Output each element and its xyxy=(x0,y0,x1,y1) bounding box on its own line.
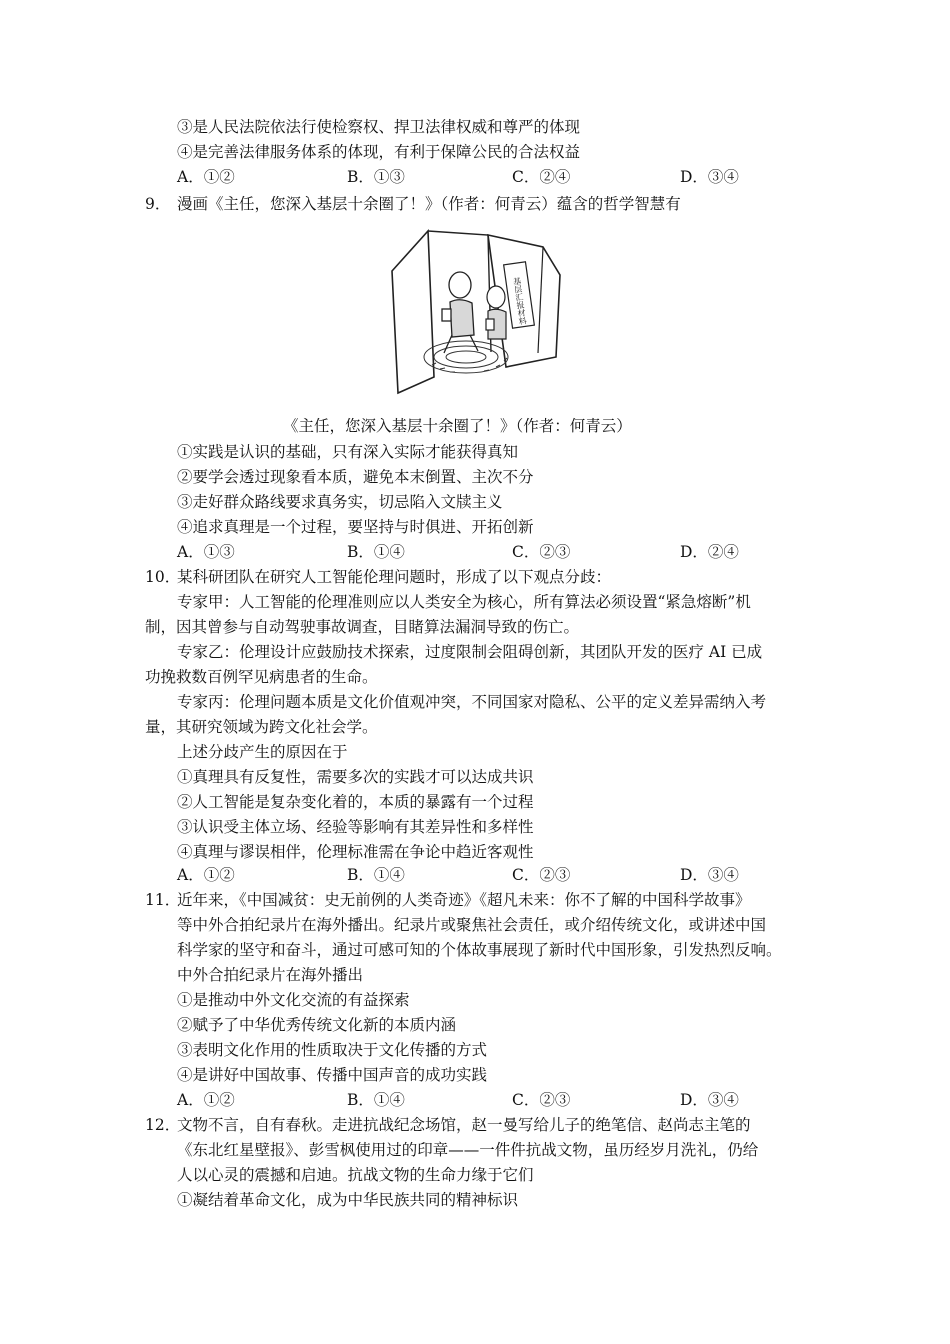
q8-statement-4: ④是完善法律服务体系的体现，有利于保障公民的合法权益 xyxy=(177,143,581,161)
q9-option-d: D．②④ xyxy=(680,543,739,561)
q11-statement-4: ④是讲好中国故事、传播中国声音的成功实践 xyxy=(177,1066,488,1084)
q8-option-c: C．②④ xyxy=(512,168,571,186)
q10-option-a: A．①② xyxy=(177,866,235,884)
q11-line-2: 等中外合拍纪录片在海外播出。纪录片或聚焦社会责任，或介绍传统文化，或讲述中国 xyxy=(177,916,767,934)
q9-stem: 漫画《主任，您深入基层十余圈了！》（作者：何青云）蕴含的哲学智慧有 xyxy=(177,195,681,213)
q11-statement-1: ①是推动中外文化交流的有益探索 xyxy=(177,991,410,1009)
q9-options xyxy=(177,542,777,562)
q11-option-b: B．①④ xyxy=(347,1091,405,1109)
q9-caption: 《主任，您深入基层十余圈了！》（作者：何青云） xyxy=(283,417,632,435)
q9-number: 9． xyxy=(145,195,171,213)
q12-line-1: 文物不言，自有春秋。走进抗战纪念场馆，赵一曼写给儿子的绝笔信、赵尚志主笔的 xyxy=(177,1116,751,1134)
q12-line-2: 《东北红星壁报》、彭雪枫使用过的印章——一件件抗战文物，虽历经岁月洗礼，仍给 xyxy=(177,1141,759,1159)
q8-option-b: B．①③ xyxy=(347,168,405,186)
q10-expert-a-line-1: 专家甲：人工智能的伦理准则应以人类安全为核心，所有算法必须设置“紧急熔断”机 xyxy=(177,593,751,611)
q9-statement-4: ④追求真理是一个过程，要坚持与时俱进、开拓创新 xyxy=(177,518,534,536)
q11-number: 11． xyxy=(145,891,181,909)
q10-expert-b-line-2: 功挽救数百例罕见病患者的生命。 xyxy=(145,668,378,686)
q11-option-a: A．①② xyxy=(177,1091,235,1109)
q9-option-b: B．①④ xyxy=(347,543,405,561)
q8-options xyxy=(177,167,777,187)
q10-expert-a-line-2: 制，因其曾参与自动驾驶事故调查，目睹算法漏洞导致的伤亡。 xyxy=(145,618,580,636)
q10-options xyxy=(177,865,777,885)
q10-statement-4: ④真理与谬误相伴，伦理标准需在争论中趋近客观性 xyxy=(177,843,534,861)
q11-statement-2: ②赋予了中华优秀传统文化新的本质内涵 xyxy=(177,1016,457,1034)
q10-statement-2: ②人工智能是复杂变化着的，本质的暴露有一个过程 xyxy=(177,793,534,811)
q11-line-1: 近年来，《中国减贫：史无前例的人类奇迹》《超凡未来：你不了解的中国科学故事》 xyxy=(177,891,751,909)
cartoon-sign-text: 基层汇报材料 xyxy=(512,276,528,326)
q9-option-c: C．②③ xyxy=(512,543,571,561)
q10-number: 10． xyxy=(145,568,181,586)
q8-option-a: A．①② xyxy=(177,168,235,186)
q11-option-d: D．③④ xyxy=(680,1091,739,1109)
q12-statement-1: ①凝结着革命文化，成为中华民族共同的精神标识 xyxy=(177,1191,519,1209)
q10-stem: 某科研团队在研究人工智能伦理问题时，形成了以下观点分歧： xyxy=(177,568,612,586)
q10-ask: 上述分歧产生的原因在于 xyxy=(177,743,348,761)
q11-statement-3: ③表明文化作用的性质取决于文化传播的方式 xyxy=(177,1041,488,1059)
q10-option-c: C．②③ xyxy=(512,866,571,884)
q9-option-a: A．①③ xyxy=(177,543,235,561)
q10-statement-1: ①真理具有反复性，需要多次的实践才可以达成共识 xyxy=(177,768,534,786)
q12-line-3: 人以心灵的震撼和启迪。抗战文物的生命力缘于它们 xyxy=(177,1166,534,1184)
q11-options xyxy=(177,1090,777,1110)
q11-line-4: 中外合拍纪录片在海外播出 xyxy=(177,966,364,984)
q8-statement-3: ③是人民法院依法行使检察权、捍卫法律权威和尊严的体现 xyxy=(177,118,581,136)
q9-statement-3: ③走好群众路线要求真务实，切忌陷入文牍主义 xyxy=(177,493,503,511)
q9-statement-1: ①实践是认识的基础，只有深入实际才能获得真知 xyxy=(177,443,519,461)
q10-option-d: D．③④ xyxy=(680,866,739,884)
q12-number: 12． xyxy=(145,1116,181,1134)
q10-option-b: B．①④ xyxy=(347,866,405,884)
q10-expert-c-line-2: 量，其研究领域为跨文化社会学。 xyxy=(145,718,378,736)
q9-statement-2: ②要学会透过现象看本质，避免本末倒置、主次不分 xyxy=(177,468,534,486)
q11-line-3: 科学家的坚守和奋斗，通过可感可知的个体故事展现了新时代中国形象，引发热烈反响。 xyxy=(177,941,782,959)
cartoon-image xyxy=(388,227,566,395)
q8-option-d: D．③④ xyxy=(680,168,739,186)
q10-expert-b-line-1: 专家乙：伦理设计应鼓励技术探索，过度限制会阻碍创新，其团队开发的医疗 AI 已成 xyxy=(177,643,763,661)
q10-statement-3: ③认识受主体立场、经验等影响有其差异性和多样性 xyxy=(177,818,534,836)
q10-expert-c-line-1: 专家丙：伦理问题本质是文化价值观冲突，不同国家对隐私、公平的定义差异需纳入考 xyxy=(177,693,767,711)
q11-option-c: C．②③ xyxy=(512,1091,571,1109)
